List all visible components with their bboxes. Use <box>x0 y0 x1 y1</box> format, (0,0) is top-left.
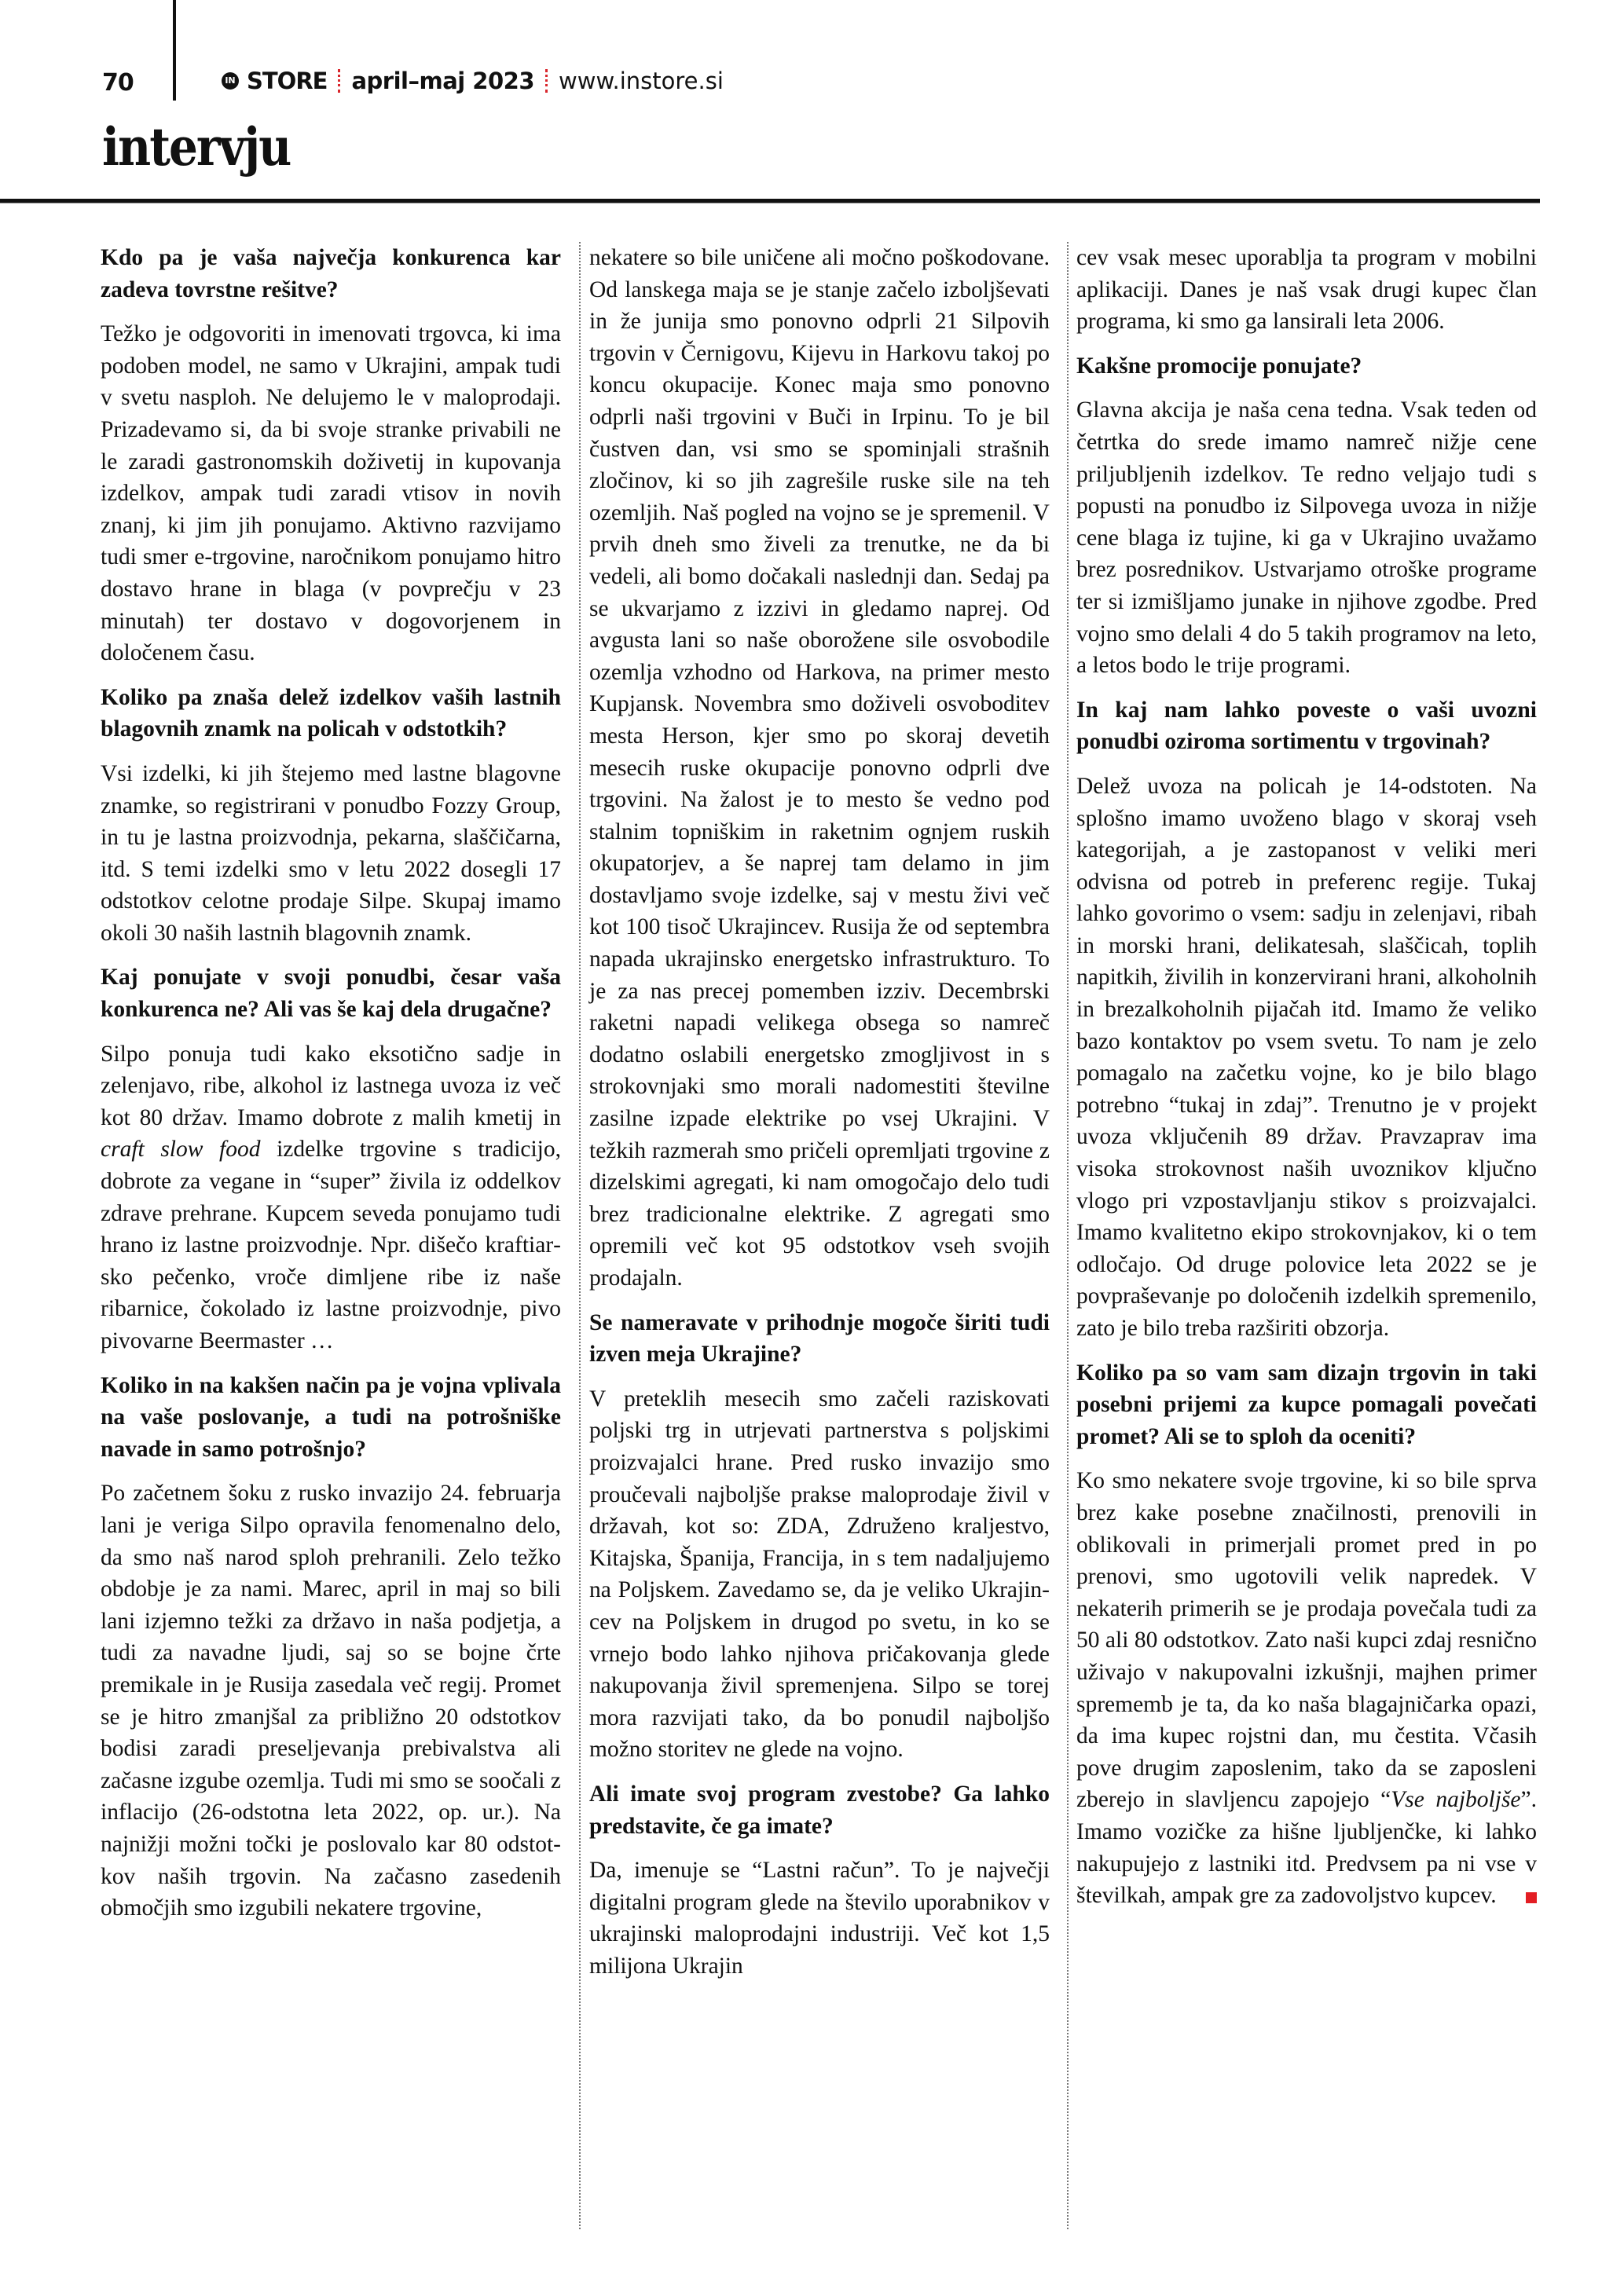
answer: Da, imenuje se “Lastni račun”. To je največji digitalni program glede na število uporabnikov v ukrajinski maloprodajni industriji. Več kot 1,5 milijona Ukrajin <box>589 1858 1050 1979</box>
website-link[interactable]: www.instore.si <box>559 68 724 94</box>
answer-text: ”. Imamo vozičke za hišne ljubljenčke, ki lahko nakupujejo z lastniki itd. Predvsem pa ni vse v številkah, ampak gre za zadovoljstvo kupcev. <box>1076 1787 1537 1909</box>
answer <box>101 1038 561 1357</box>
separator <box>338 69 340 93</box>
question: Se nameravate v prihodnje mogoče širiti tudi izven meja Ukrajine? <box>589 1309 1050 1368</box>
section-title: intervju <box>102 116 291 178</box>
answer: Delež uvoza na policah je 14-odstoten. Na splošno imamo uvoženo blago v skoraj vseh kategorijah, a je zastopanost v veliki meri odvisna od potreb in preferenc regije. Tukaj lahko govorimo o vsem: sadju in zelenjavi, ribah in morski hrani, delikatesah, slaščicah, toplih napitkih, živilih in konzervirani hrani, alkoholnih in brezalkoholnih pijačah itd. Imamo že veliko bazo kontaktov po vsem svetu. To nam je zelo pomagalo na začetku vojne, ko je bilo blago potrebno “tukaj in zdaj”. Trenutno je v projekt uvoza vključenih 89 držav. Pravzaprav ima visoka strokovnost naših uvoznikov ključno vlogo pri vzpostavljanju stikov s proizvajalci. Imamo kvalitetno ekipo strokovnjakov, ki o tem odločajo. Od druge polovice leta 2022 se je povpraševanje po določenih izdelkih spremenilo, zato je bilo treba razširiti obzorja. <box>1076 773 1537 1341</box>
column-divider <box>1067 242 1069 2229</box>
answer: Glavna akcija je naša cena tedna. Vsak teden od četrtka do srede imamo namreč nižje cene priljubljenih izdelkov. Te redno veljajo tudi s popusti na ponudbo iz Silpovega uvoza in nižje cene blaga iz tujine, ki ga v Ukrajino uvažamo brez posrednikov. Ustvarjamo otroške programe ter si izmišljamo junake in njihove zgodbe. Pred vojno smo delali 4 do 5 takih programov na leto, a letos bodo le trije programi. <box>1076 397 1537 679</box>
answer-text: Silpo ponuja tudi kako eksotično sadje in zelenjavo, ribe, alkohol iz lastnega uvoza iz več kot 80 držav. Imamo dobrote z malih kmetij in <box>101 1041 561 1130</box>
column-2 <box>589 242 1050 1982</box>
answer: cev vsak mesec uporablja ta program v mobilni aplikaciji. Danes je naš vsak drugi kupec član programa, ki smo ga lansirali leta 2006. <box>1076 245 1537 335</box>
page-number: 70 <box>102 69 134 97</box>
brand-name: STORE <box>247 68 328 94</box>
answer <box>1076 1465 1537 1911</box>
masthead <box>222 68 724 94</box>
in-circle-icon: IN <box>222 72 239 90</box>
italic-phrase: craft slow food <box>101 1137 261 1163</box>
column-3 <box>1076 242 1537 1912</box>
question: Kdo pa je vaša največja konkurenca kar zadeva tovrstne rešitve? <box>101 245 561 302</box>
question: Kaj ponujate v svoji ponudbi, česar vaša konkurenca ne? Ali vas še kaj dela drugačne? <box>101 965 561 1023</box>
header-horizontal-rule <box>0 199 1540 203</box>
answer: Težko je odgovoriti in imenovati trgovca, ki ima podoben model, ne samo v Ukrajini, ampak tudi v svetu nasploh. Ne delujemo le v maloprodaji. Prizadevamo si, da bi svoje stranke privabili ne le zaradi gastronomskih doživetij in kupovanja izdelkov, ampak tudi zaradi vtisov in novih znanj, ki jim jih ponujamo. Aktivno razvijamo tudi smer e-trgovine, naročnikom ponujamo hitro dostavo hrane in blaga (v povprečju v 23 minutah) ter dostavo v dogovorjenem in določenem času. <box>101 321 561 666</box>
question: Kakšne promocije ponujate? <box>1076 353 1362 379</box>
article-body <box>101 242 1546 2253</box>
column-1 <box>101 242 561 1924</box>
issue-date: april–maj 2023 <box>351 68 535 94</box>
column-divider <box>579 242 581 2229</box>
question: Koliko in na kakšen način pa je vojna vplivala na vaše poslovanje, a tudi na potrošniške navade in samo potrošnjo? <box>101 1372 561 1462</box>
italic-phrase: Vse najboljše <box>1391 1787 1521 1813</box>
separator <box>545 69 548 93</box>
answer: Vsi izdelki, ki jih štejemo med lastne blagovne znamke, so registrirani v ponudbo Fozzy Group, in tu je lastna proizvodnja, pekarna, slaščičarna, itd. S temi izdelki smo v letu 2022 dosegli 17 odstotkov celotne prodaje Silpe. Skupaj imamo okoli 30 naših lastnih blagovnih znamk. <box>101 760 561 946</box>
end-of-article-square-icon <box>1526 1892 1537 1903</box>
question: Koliko pa so vam sam dizajn trgovin in taki posebni prijemi za kupce pomagali povečati promet? Ali se to sploh da oceniti? <box>1076 1360 1537 1449</box>
header-vertical-rule <box>173 0 176 101</box>
answer: Po začetnem šoku z rusko invazijo 24. februarja lani je veriga Silpo opravila fenomenalno delo, da smo naš narod sploh prehranili. Zelo težko obdobje je za nami. Marec, april in maj so bili lani izjemno težki za državo in naša podjetja, a tudi za navadne ljudi, saj so se bojne črte premikale in je Rusija zasedala več regij. Promet se je hitro zmanjšal za približno 20 odstotkov bodisi zaradi preseljevanja prebivalstva ali začasne izgube ozemlja. Tudi mi smo se soočali z inflacijo (26-odstotna leta 2022, op. ur.). Na najnižji možni točki je poslovalo kar 80 odstotkov naših trgovin. Na začasno zasedenih območjih smo izgubili nekatere trgovine, <box>101 1481 561 1921</box>
question: Koliko pa znaša delež izdelkov vaših lastnih blagovnih znamk na policah v odstotkih? <box>101 684 561 742</box>
answer: nekatere so bile uničene ali močno poškodovane. Od lanskega maja se je stanje začelo izboljševati in že junija smo ponovno odprli 21 Silpovih trgovin v Černigovu, Kijevu in Harkovu takoj po koncu okupacije. Konec maja smo ponovno odprli naši trgovini v Buči in Irpinu. To je bil čustven dan, vsi smo se spominjali strašnih zločinov, ki so jih zagrešile ruske sile na teh ozemljih. Naš pogled na vojno se je spremenil. V prvih dneh smo živeli za trenutke, ne da bi vedeli, ali bomo dočakali naslednji dan. Sedaj pa se ukvarjamo z izzivi in gledamo naprej. Od avgusta lani so naše oborožene sile osvobodile ozemlja vzhodno od Harkova, na primer mesto Kupjansk. Novembra smo doživeli osvoboditev mesta Herson, kjer smo po skoraj devetih mesecih ruske okupacije ponovno odprli dve trgovini. Na žalost je to mesto še vedno pod stalnim topniškim in raketnim ognjem ruskih okupatorjev, a še naprej tam delamo in jim dostavljamo svoje izdelke, saj v mestu živi več kot 100 tisoč Ukrajincev. Rusija že od septembra napada ukrajinsko energetsko infrastrukturo. To je za nas precej pomemben izziv. Decembrski raketni napadi velikega obsega so namreč dodatno oslabili energetsko zmogljivost in s strokovnjaki smo morali nadomestiti številne zasilne izpade elektrike po vsej Ukrajini. V težkih razmerah smo pričeli opremljati trgovine z dizelskimi agregati, ki nam omogočajo delo tudi brez tradicionalne elektrike. Z agregati smo opremili več kot 95 odstotkov vseh svojih prodajaln. <box>589 245 1050 1291</box>
question: In kaj nam lahko poveste o vaši uvozni ponudbi oziroma sortimentu v trgovinah? <box>1076 697 1537 755</box>
question: Ali imate svoj program zvestobe? Ga lahko predstavite, če ga imate? <box>589 1781 1050 1839</box>
answer-text: izdelke trgovine s tradicijo, dobrote za vegane in “super” živila iz oddelkov zdrave prehrane. Kupcem seveda ponujamo tudi hrano iz lastne proizvodnje. Npr. dišečo kraftiarsko pečenko, vroče dimljene ribe iz naše ribarnice, čokolado iz lastne proizvodnje, pivo pivovarne Beermaster … <box>101 1137 562 1353</box>
answer: V preteklih mesecih smo začeli raziskovati poljski trg in utrjevati partnerstva s poljskimi proizvajalci hrane. Pred rusko invazijo smo proučevali najboljše prakse maloprodaje živil v državah, kot so: ZDA, Združeno kraljestvo, Kitajska, Španija, Francija, in s tem nadaljujemo na Poljskem. Zavedamo se, da je veliko Ukrajincev na Poljskem in drugod po svetu, in ko se vrnejo bodo lahko njihova pričakovanja glede nakupovanja živil spremenjena. Silpo se torej mora razvijati tako, da bo ponudil najboljšo možno storitev ne glede na vojno. <box>589 1386 1050 1763</box>
answer-text: Ko smo nekatere svoje trgovine, ki so bile sprva brez kake posebne značilnosti, prenovili in oblikovali in primerjali promet pred in po prenovi, smo ugotovili velik napredek. V nekaterih primerih se je prodaja povečala tudi za 50 ali 80 odstotkov. Zato naši kupci zdaj resnično uživajo v nakupovalni izkušnji, majhen primer sprememb je ta, da ko naša blagajničarka opazi, da ima kupec rojstni dan, mu čestita. Včasih pove drugim zaposlenim, tako da se zaposleni zberejo in slavljencu zapojejo “ <box>1076 1468 1537 1813</box>
